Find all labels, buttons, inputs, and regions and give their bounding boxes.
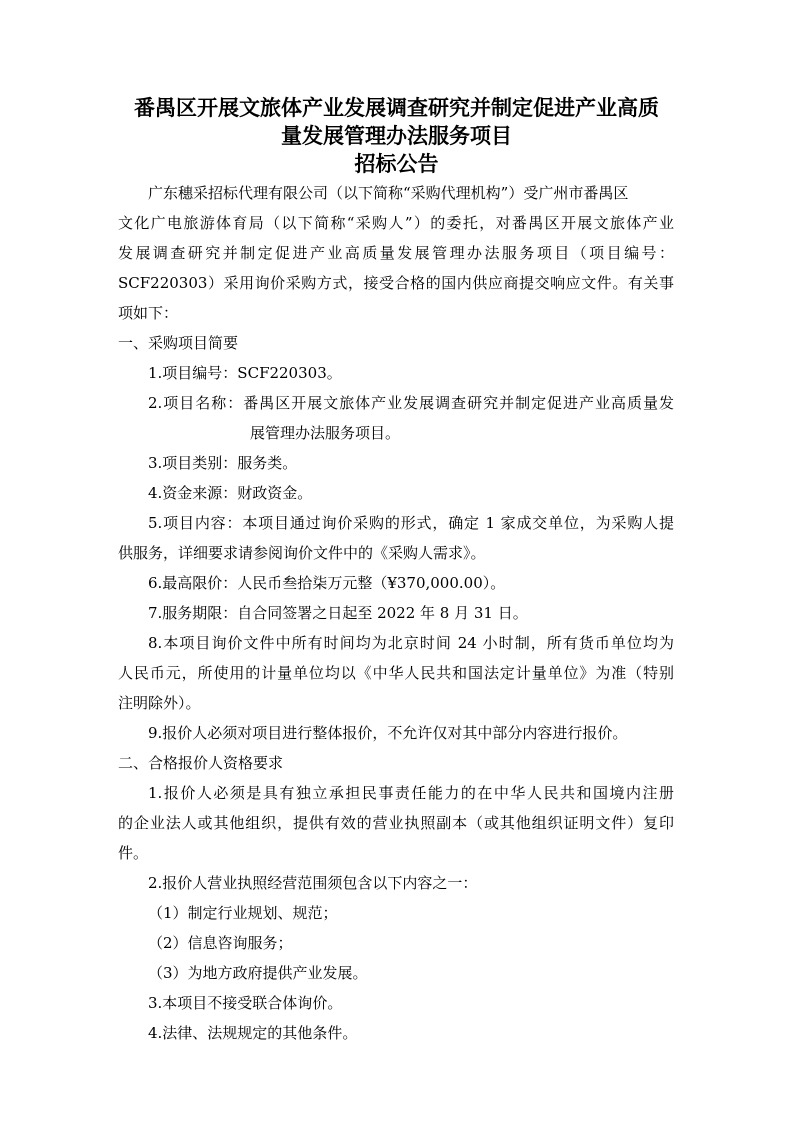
intro-line-2: 文化广电旅游体育局（以下简称“采购人”）的委托，对番禺区开展文旅体产业 — [118, 214, 674, 232]
section2-heading: 二、合格报价人资格要求 — [118, 754, 284, 772]
section1-item-5-line-2: 供服务，详细要求请参阅询价文件中的《采购人需求》。 — [118, 544, 486, 562]
section1-item-8-line-2: 人民币元，所使用的计量单位均以《中华人民共和国法定计量单位》为准（特别 — [118, 664, 674, 682]
section1-item-8-line-1: 8.本项目询价文件中所有时间均为北京时间 24 小时制，所有货币单位均为 — [148, 634, 674, 652]
intro-line-4: SCF220303）采用询价采购方式，接受合格的国内供应商提交响应文件。有关事 — [118, 274, 674, 292]
section1-item-9: 9.报价人必须对项目进行整体报价，不允许仅对其中部分内容进行报价。 — [148, 724, 628, 742]
section2-sub-item-2: （2）信息咨询服务； — [148, 934, 293, 952]
section2-item-1-line-1: 1.报价人必须是具有独立承担民事责任能力的在中华人民共和国境内注册 — [148, 784, 674, 802]
section2-item-2: 2.报价人营业执照经营范围须包含以下内容之一： — [148, 874, 478, 892]
section2-item-1-line-2: 的企业法人或其他组织，提供有效的营业执照副本（或其他组织证明文件）复印 — [118, 814, 674, 832]
section2-item-3: 3.本项目不接受联合体询价。 — [148, 994, 343, 1012]
section1-item-1: 1.项目编号：SCF220303。 — [148, 364, 342, 382]
section2-item-1-line-3: 件。 — [118, 844, 149, 862]
section1-item-8-line-3: 注明除外）。 — [118, 694, 201, 712]
section2-item-4: 4.法律、法规规定的其他条件。 — [148, 1024, 358, 1042]
section1-item-3: 3.项目类别：服务类。 — [148, 454, 298, 472]
section1-item-4: 4.资金来源：财政资金。 — [148, 484, 313, 502]
section1-item-2-line-2: 展管理办法服务项目。 — [250, 424, 401, 442]
intro-line-1: 广东穗采招标代理有限公司（以下简称“采购代理机构”）受广州市番禺区 — [148, 184, 629, 202]
section1-heading: 一、采购项目简要 — [118, 334, 239, 352]
section2-sub-item-3: （3）为地方政府提供产业发展。 — [148, 964, 368, 982]
section1-item-6: 6.最高限价：人民币叁拾柒万元整（¥370,000.00）。 — [148, 574, 506, 592]
section2-sub-item-1: （1）制定行业规划、规范； — [148, 904, 338, 922]
intro-line-3: 发展调查研究并制定促进产业高质量发展管理办法服务项目（项目编号： — [118, 244, 674, 262]
section1-item-5-line-1: 5.项目内容：本项目通过询价采购的形式，确定 1 家成交单位，为采购人提 — [148, 514, 674, 532]
document-title-line-3: 招标公告 — [354, 152, 439, 176]
document-title-line-2: 量发展管理办法服务项目 — [281, 124, 512, 148]
section1-item-2-line-1: 2.项目名称：番禺区开展文旅体产业发展调查研究并制定促进产业高质量发 — [148, 394, 674, 412]
document-title-line-1: 番禺区开展文旅体产业发展调查研究并制定促进产业高质 — [134, 96, 659, 120]
intro-line-5: 项如下： — [118, 304, 179, 322]
section1-item-7: 7.服务期限：自合同签署之日起至 2022 年 8 月 31 日。 — [148, 604, 528, 622]
